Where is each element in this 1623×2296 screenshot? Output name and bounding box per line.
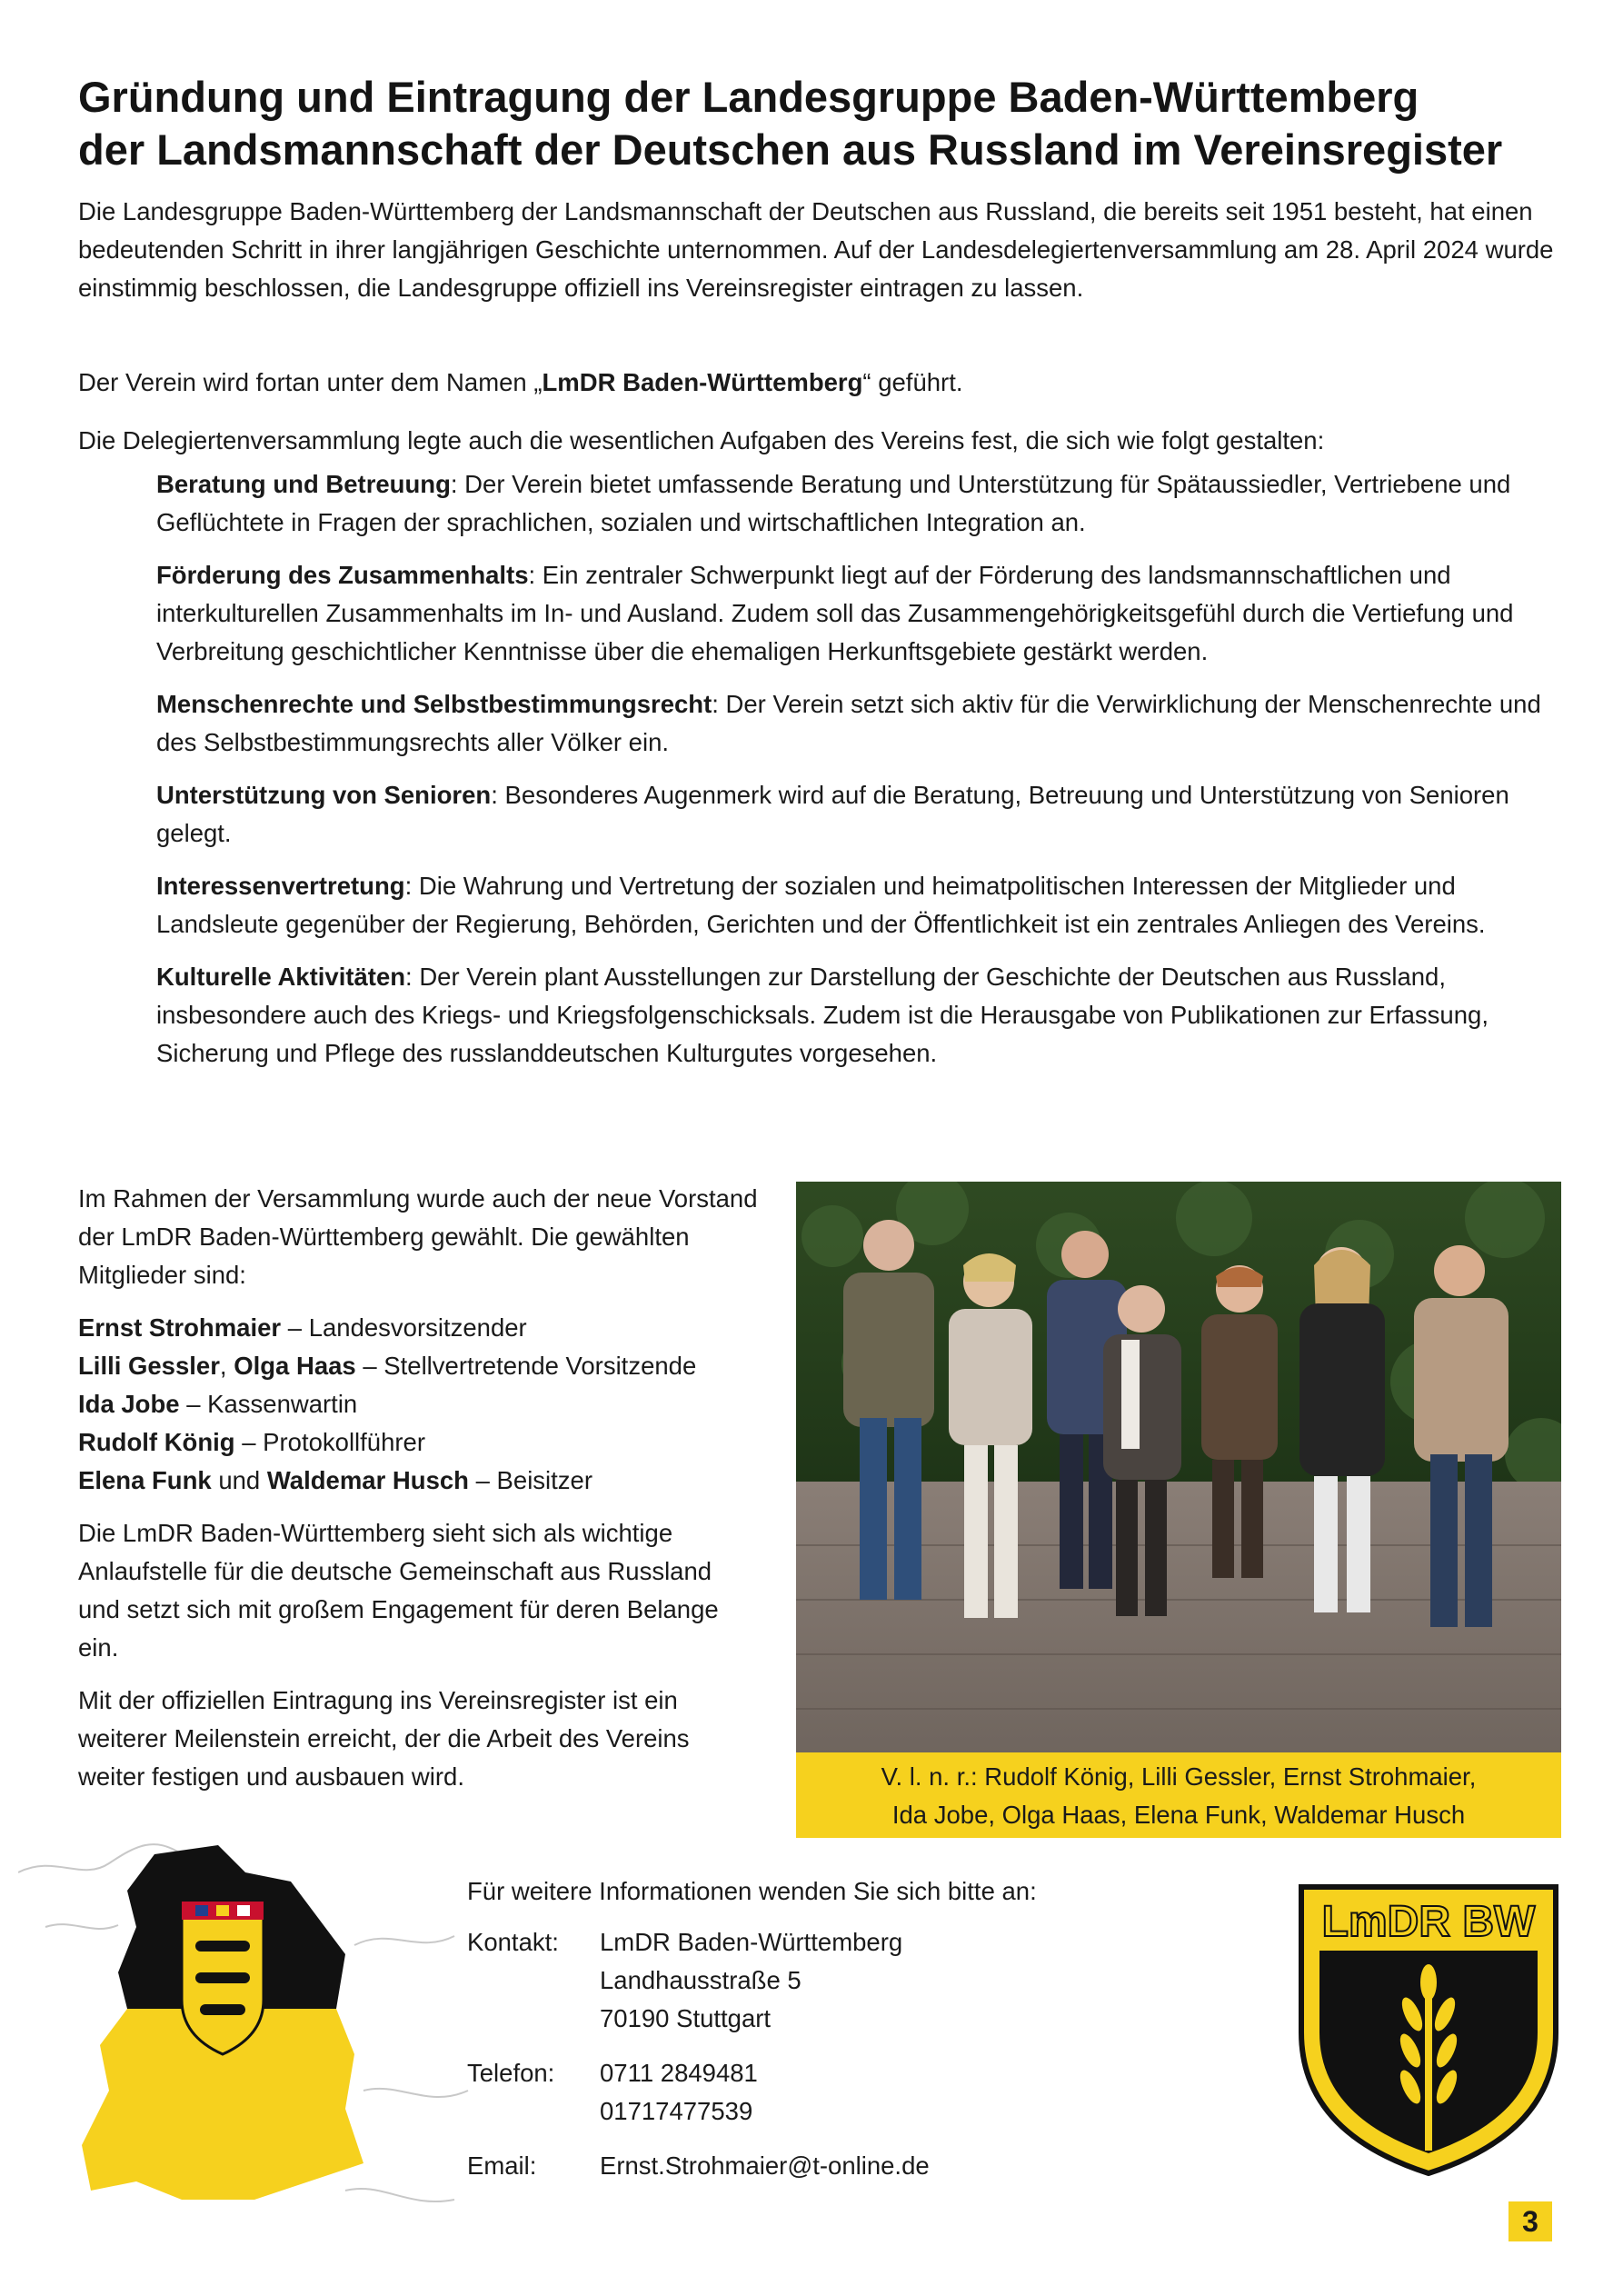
- contact-city: 70190 Stuttgart: [600, 2004, 772, 2032]
- member-name: Ernst Strohmaier: [78, 1313, 282, 1342]
- board-member-row: [78, 1423, 796, 1462]
- board-list: [78, 1309, 796, 1500]
- name-sentence-after: “ geführt.: [862, 368, 963, 396]
- name-sentence-before: Der Verein wird fortan unter dem Namen „: [78, 368, 543, 396]
- group-photo-illustration: [796, 1182, 1561, 1754]
- title-line-2: der Landsmannschaft der Deutschen aus Russland im Vereinsregister: [78, 125, 1503, 174]
- contact-block: [467, 1872, 1158, 2201]
- contact-intro: Für weitere Informationen wenden Sie sich bitte an:: [467, 1877, 1037, 1905]
- contact-row-address: [467, 1923, 1158, 2038]
- tasks-list: [156, 465, 1574, 1087]
- task-item: [156, 776, 1574, 853]
- name-joiner: und: [211, 1466, 267, 1494]
- title-line-1: Gründung und Eintragung der Landesgruppe Baden-Württemberg: [78, 73, 1419, 121]
- board-column: [78, 1180, 796, 1811]
- contact-org: LmDR Baden-Württemberg: [600, 1928, 903, 1956]
- tasks-intro: Die Delegiertenversammlung legte auch die wesentlichen Aufgaben des Vereins fest, die sich wie folgt gestalten:: [78, 426, 1325, 454]
- task-heading: Menschenrechte und Selbstbestimmungsrecht: [156, 690, 712, 718]
- coat-of-arms: [182, 1902, 264, 2054]
- task-text: : Der Verein setzt sich aktiv für die Verwirklichung der Menschenrechte und des Selbstbestimmungsrechts aller Völker ein.: [156, 690, 1541, 756]
- intro-paragraph: Die Landesgruppe Baden-Württemberg der Landsmannschaft der Deutschen aus Russland, die bereits seit 1951 besteht, hat einen bedeutenden Schritt in ihrer langjährigen Geschichte unternommen. Auf der Landesdelegiertenversammlung am 28. April 2024 wurde einstimmig beschlossen, die Landesgruppe offiziell ins Vereinsregister eintragen zu lassen.: [78, 197, 1554, 302]
- member-name: Rudolf König: [78, 1428, 235, 1456]
- caption-line-2: Ida Jobe, Olga Haas, Elena Funk, Waldemar Husch: [891, 1801, 1466, 1829]
- member-name: Olga Haas: [234, 1352, 356, 1380]
- task-text: : Der Verein bietet umfassende Beratung und Unterstützung für Spätaussiedler, Vertriebene und Geflüchtete in Fragen der sprachlichen, sozialen und wirtschaftlichen Integration an.: [156, 470, 1511, 536]
- group-photo: [796, 1182, 1561, 1754]
- task-item: [156, 556, 1574, 671]
- email-link[interactable]: Ernst.Strohmaier@t-online.de: [600, 2151, 930, 2180]
- contact-label: Kontakt:: [467, 1928, 559, 1956]
- board-member-row: [78, 1462, 796, 1500]
- contact-row-email: [467, 2147, 1158, 2185]
- phone-label: Telefon:: [467, 2059, 555, 2087]
- board-intro: Im Rahmen der Versammlung wurde auch der neue Vorstand der LmDR Baden-Württemberg gewählt. Die gewählten Mitglieder sind:: [78, 1184, 758, 1289]
- lmdr-bw-logo: [1292, 1878, 1565, 2178]
- logo-text: LmDR BW: [1321, 1898, 1536, 1946]
- member-role: – Kassenwartin: [179, 1390, 358, 1418]
- task-item: [156, 958, 1574, 1073]
- member-role: – Landesvorsitzender: [281, 1313, 527, 1342]
- contact-row-phone: [467, 2054, 1158, 2131]
- baden-wuerttemberg-map: [18, 1818, 473, 2218]
- mobile-number[interactable]: 01717477539: [600, 2097, 753, 2125]
- board-member-row: [78, 1309, 796, 1347]
- task-item: [156, 685, 1574, 762]
- task-item: [156, 867, 1574, 943]
- member-role: – Stellvertretende Vorsitzende: [355, 1352, 697, 1380]
- task-text: : Ein zentraler Schwerpunkt liegt auf der Förderung des landsmannschaftlichen und interkulturellen Zusammenhalts im In- und Ausland. Zudem soll das Zusammengehörigkeitsgefühl durch die Vertiefung und Verbreitung geschichtlicher Kenntnisse über die ehemaligen Herkunftsgebiete gestärkt werden.: [156, 561, 1514, 665]
- member-role: – Protokollführer: [234, 1428, 425, 1456]
- caption-line-1: V. l. n. r.: Rudolf König, Lilli Gessler, Ernst Strohmaier,: [881, 1762, 1477, 1791]
- task-heading: Beratung und Betreuung: [156, 470, 451, 498]
- email-label: Email:: [467, 2151, 537, 2180]
- board-member-row: [78, 1347, 796, 1385]
- name-sentence: [78, 364, 1532, 402]
- page-number: 3: [1508, 2201, 1552, 2241]
- closing-paragraph-2: Mit der offiziellen Eintragung ins Vereinsregister ist ein weiterer Meilenstein erreicht, der die Arbeit des Vereins weiter festigen und ausbauen wird.: [78, 1686, 690, 1791]
- photo-caption: [796, 1752, 1561, 1838]
- member-name: Ida Jobe: [78, 1390, 180, 1418]
- name-joiner: ,: [219, 1352, 234, 1380]
- task-heading: Unterstützung von Senioren: [156, 781, 492, 809]
- task-text: : Der Verein plant Ausstellungen zur Darstellung der Geschichte der Deutschen aus Russland, insbesondere auch des Kriegs- und Kriegsfolgenschicksals. Zudem ist die Herausgabe von Publikationen zur Erfassung, Sicherung und Pflege des russlanddeutschen Kulturgutes vorgesehen.: [156, 963, 1489, 1067]
- task-item: [156, 465, 1574, 542]
- task-heading: Interessenvertretung: [156, 872, 405, 900]
- contact-street: Landhausstraße 5: [600, 1966, 802, 1994]
- task-heading: Kulturelle Aktivitäten: [156, 963, 406, 991]
- closing-paragraph-1: Die LmDR Baden-Württemberg sieht sich als wichtige Anlaufstelle für die deutsche Gemeinschaft aus Russland und setzt sich mit großem Engagement für deren Belange ein.: [78, 1519, 719, 1662]
- member-name: Elena Funk: [78, 1466, 212, 1494]
- member-name: Lilli Gessler: [78, 1352, 220, 1380]
- task-text: : Die Wahrung und Vertretung der sozialen und heimatpolitischen Interessen der Mitglieder und Landsleute gegenüber der Regierung, Behörden, Gerichten und der Öffentlichkeit ist ein zentrales Anliegen des Vereins.: [156, 872, 1486, 938]
- member-name: Waldemar Husch: [266, 1466, 469, 1494]
- board-member-row: [78, 1385, 796, 1423]
- member-role: – Beisitzer: [468, 1466, 593, 1494]
- task-text: : Besonderes Augenmerk wird auf die Beratung, Betreuung und Unterstützung von Senioren gelegt.: [156, 781, 1509, 847]
- article-title: [78, 71, 1568, 176]
- phone-number[interactable]: 0711 2849481: [600, 2059, 758, 2087]
- task-heading: Förderung des Zusammenhalts: [156, 561, 529, 589]
- association-name: LmDR Baden-Württemberg: [542, 368, 863, 396]
